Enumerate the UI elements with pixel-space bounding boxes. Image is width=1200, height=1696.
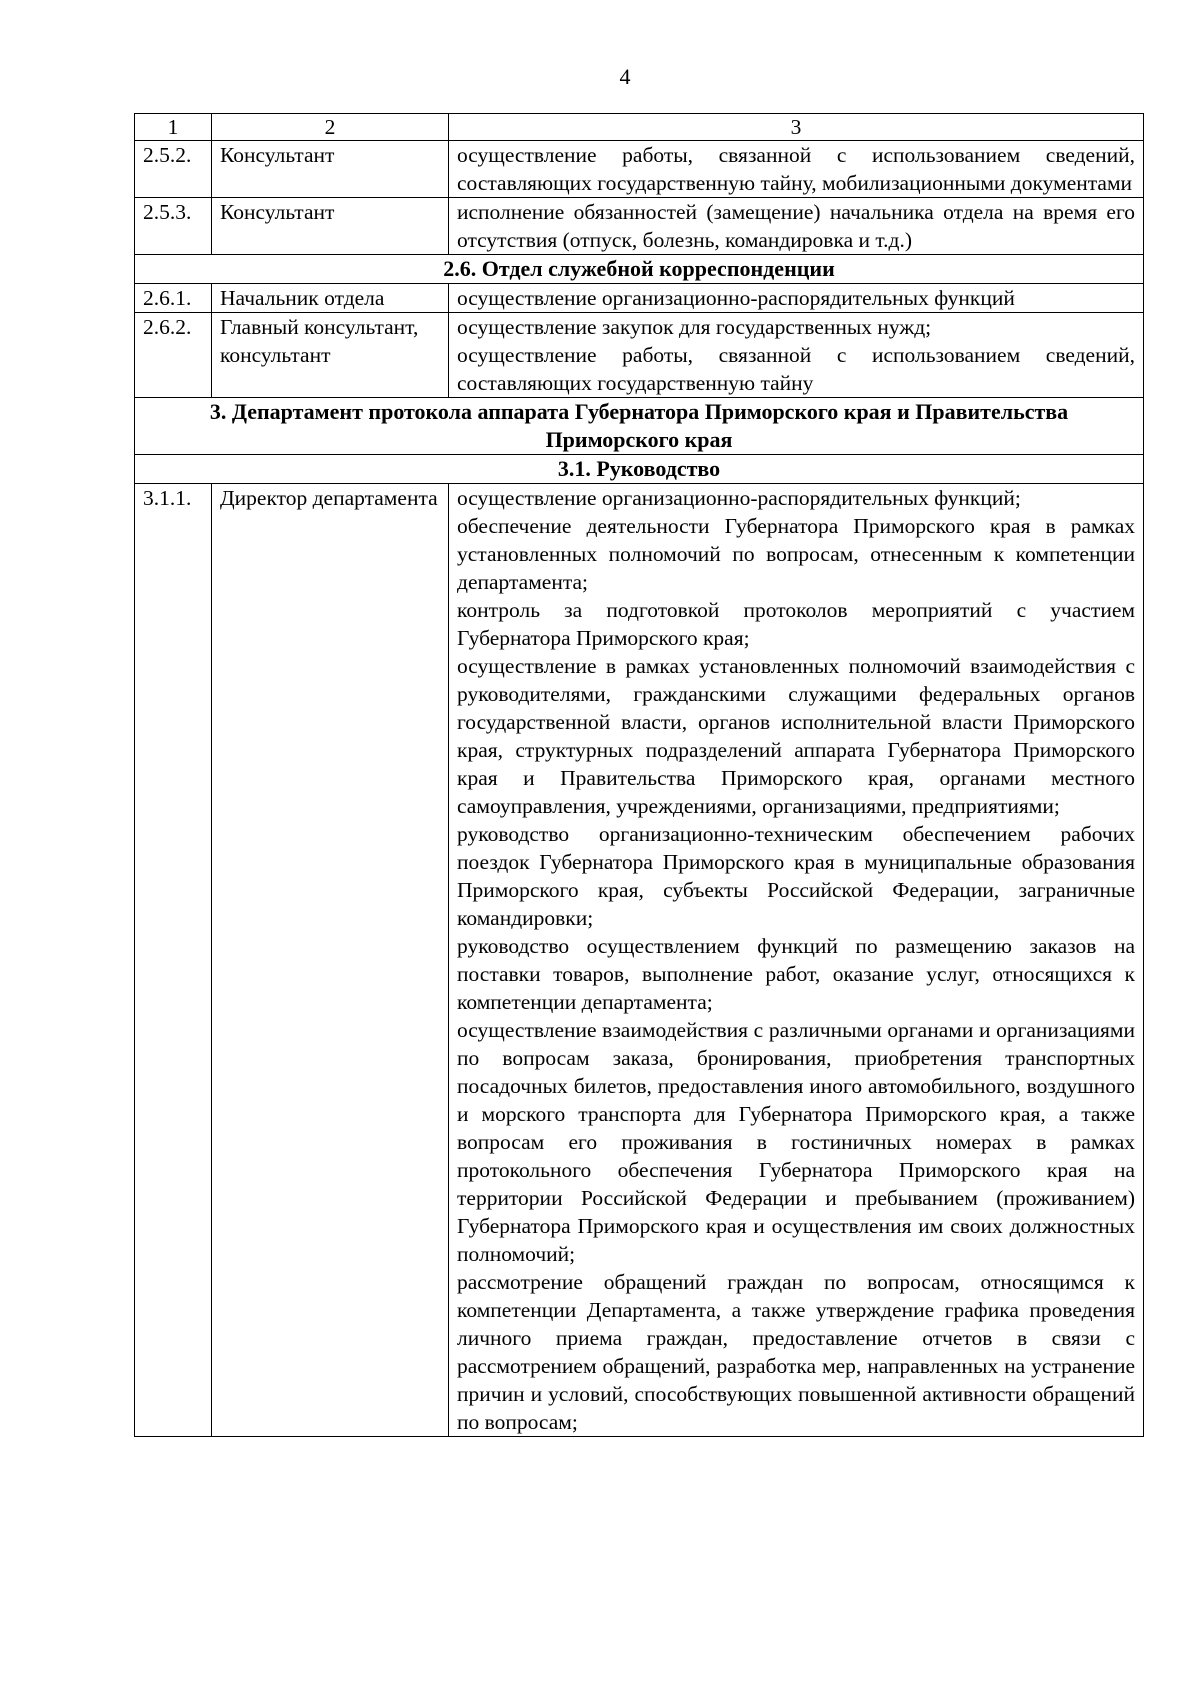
header-col-2: 2 — [212, 114, 449, 141]
section-row — [135, 255, 1144, 284]
row-duties — [449, 484, 1144, 1437]
row-number: 2.6.2. — [135, 313, 212, 398]
row-duties — [449, 313, 1144, 398]
row-number: 2.6.1. — [135, 284, 212, 313]
duty-item: исполнение обязанностей (замещение) начальника отдела на время его отсутствия (отпуск, болезнь, командировка и т.д.) — [457, 200, 1135, 252]
duties-table — [134, 113, 1144, 1437]
row-duties — [449, 284, 1144, 313]
duty-item: контроль за подготовкой протоколов мероприятий с участием Губернатора Приморского края; — [457, 598, 1135, 650]
row-position: Консультант — [212, 141, 449, 198]
row-number: 2.5.2. — [135, 141, 212, 198]
subsection-heading: 3.1. Руководство — [135, 455, 1144, 484]
table-header-row — [135, 114, 1144, 141]
table-row — [135, 141, 1144, 198]
duty-item: руководство организационно-техническим обеспечением рабочих поездок Губернатора Приморского края в муниципальные образования Приморского края, субъекты Российской Федерации, заграничные командировки; — [457, 822, 1135, 930]
page-number: 4 — [619, 64, 631, 89]
duty-item: руководство осуществлением функций по размещению заказов на поставки товаров, выполнение работ, оказание услуг, относящихся к компетенции департамента; — [457, 934, 1135, 1014]
duty-item: осуществление организационно-распорядительных функций; — [457, 486, 1021, 510]
duty-item: обеспечение деятельности Губернатора Приморского края в рамках установленных полномочий по вопросам, отнесенным к компетенции департамента; — [457, 514, 1135, 594]
row-position: Директор департамента — [212, 484, 449, 1437]
duty-item: рассмотрение обращений граждан по вопросам, относящимся к компетенции Департамента, а также утверждение графика проведения личного приема граждан, предоставление отчетов в связи с рассмотрением обращений, разработка мер, направленных на устранение причин и условий, способствующих повышенной активности обращений по вопросам; — [457, 1270, 1135, 1434]
header-col-3: 3 — [449, 114, 1144, 141]
table-row — [135, 313, 1144, 398]
row-number: 2.5.3. — [135, 198, 212, 255]
header-col-1: 1 — [135, 114, 212, 141]
duty-item: осуществление работы, связанной с использованием сведений, составляющих государственную тайну, мобилизационными документами — [457, 143, 1135, 195]
table-row — [135, 198, 1144, 255]
row-duties — [449, 141, 1144, 198]
section-row — [135, 455, 1144, 484]
row-position: Начальник отдела — [212, 284, 449, 313]
row-number: 3.1.1. — [135, 484, 212, 1437]
duty-item: осуществление в рамках установленных полномочий взаимодействия с руководителями, гражданскими служащими федеральных органов государственной власти, органов исполнительной власти Приморского края, структурных подразделений аппарата Губернатора Приморского края и Правительства Приморского края, органами местного самоуправления, учреждениями, организациями, предприятиями; — [457, 654, 1135, 818]
row-position: Главный консультант, консультант — [212, 313, 449, 398]
duty-item: осуществление работы, связанной с использованием сведений, составляющих государственную тайну — [457, 343, 1135, 395]
duty-item: осуществление взаимодействия с различными органами и организациями по вопросам заказа, бронирования, приобретения транспортных посадочных билетов, предоставления иного автомобильного, воздушного и морского транспорта для Губернатора Приморского края, а также вопросам его проживания в гостиничных номерах в рамках протокольного обеспечения Губернатора Приморского края на территории Российской Федерации и пребыванием (проживанием) Губернатора Приморского края и осуществления им своих должностных полномочий; — [457, 1018, 1135, 1266]
section-row — [135, 398, 1144, 455]
table-row — [135, 484, 1144, 1437]
duty-item: осуществление организационно-распорядительных функций — [457, 286, 1015, 310]
table-row — [135, 284, 1144, 313]
section-heading: 2.6. Отдел служебной корреспонденции — [135, 255, 1144, 284]
row-duties — [449, 198, 1144, 255]
department-heading: 3. Департамент протокола аппарата Губернатора Приморского края и Правительства Приморского края — [135, 398, 1144, 455]
row-position: Консультант — [212, 198, 449, 255]
duty-item: осуществление закупок для государственных нужд; — [457, 315, 932, 339]
